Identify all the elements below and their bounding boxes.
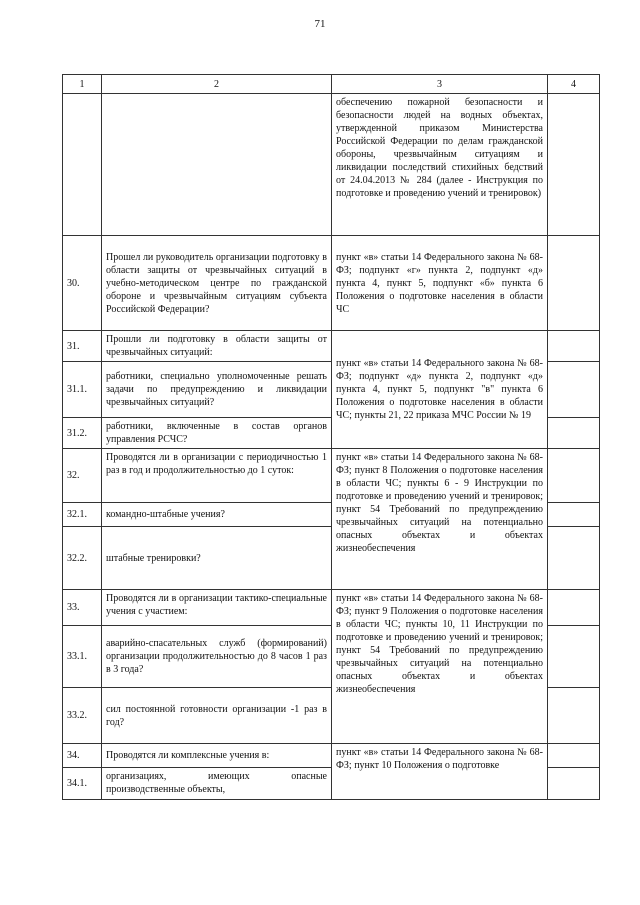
row-number: 32.	[63, 449, 102, 503]
row-number	[63, 94, 102, 236]
note-cell	[548, 449, 600, 503]
basis-cell: пункт «в» статьи 14 Федерального закона № 68-ФЗ; пункт 9 Положения о подготовке населения в области ЧС; пункты 10, 11 Инструкции по подготовке и проведению учений и тренировок; пункт 54 Требований по предупреждению чрезвычайных ситуаций на потенциально опасных объектах и объектах жизнеобеспечения	[332, 590, 548, 744]
note-cell	[548, 768, 600, 800]
header-col-4: 4	[548, 75, 600, 94]
note-cell	[548, 527, 600, 590]
table-row	[63, 236, 600, 331]
row-number: 32.1.	[63, 503, 102, 527]
row-number: 31.2.	[63, 418, 102, 449]
question-cell: командно-штабные учения?	[102, 503, 332, 527]
row-number: 33.	[63, 590, 102, 626]
question-cell: Прошли ли подготовку в области защиты от чрезвычайных ситуаций:	[102, 331, 332, 362]
row-number: 33.2.	[63, 688, 102, 744]
row-number: 33.1.	[63, 626, 102, 688]
question-cell: штабные тренировки?	[102, 527, 332, 590]
note-cell	[548, 331, 600, 362]
question-cell: аварийно-спасательных служб (формирований) организации продолжительностью до 8 часов 1 раз в 3 года?	[102, 626, 332, 688]
question-cell: Проводятся ли в организации тактико-специальные учения с участием:	[102, 590, 332, 626]
question-cell: Проводятся ли в организации с периодичностью 1 раз в год и продолжительностью до 1 суток:	[102, 449, 332, 503]
question-cell: работники, включенные в состав органов управления РСЧС?	[102, 418, 332, 449]
question-cell: сил постоянной готовности организации -1 раз в год?	[102, 688, 332, 744]
row-number: 30.	[63, 236, 102, 331]
question-cell: работники, специально уполномоченные решать задачи по предупреждению и ликвидации чрезвычайных ситуаций?	[102, 362, 332, 418]
row-number: 32.2.	[63, 527, 102, 590]
question-cell: Проводятся ли комплексные учения в:	[102, 744, 332, 768]
note-cell	[548, 590, 600, 626]
table-row	[63, 590, 600, 626]
note-cell	[548, 688, 600, 744]
basis-cell: пункт «в» статьи 14 Федерального закона № 68-ФЗ; подпункт «д» пункта 2, подпункт «д» пункта 4, пункт 5, подпункт "в" пункта 6 Положения о подготовке населения в области ЧС; пункты 21, 22 приказа МЧС России № 19	[332, 331, 548, 449]
question-cell	[102, 94, 332, 236]
note-cell	[548, 418, 600, 449]
note-cell	[548, 94, 600, 236]
note-cell	[548, 362, 600, 418]
note-cell	[548, 744, 600, 768]
table-header-row	[63, 75, 600, 94]
row-number: 34.1.	[63, 768, 102, 800]
table-row	[63, 449, 600, 503]
page-number: 71	[314, 18, 326, 30]
table-row	[63, 744, 600, 768]
table-row	[63, 331, 600, 362]
question-cell: организациях, имеющих опасные производственные объекты,	[102, 768, 332, 800]
basis-cell: пункт «в» статьи 14 Федерального закона № 68-ФЗ; пункт 10 Положения о подготовке	[332, 744, 548, 800]
note-cell	[548, 236, 600, 331]
row-number: 31.	[63, 331, 102, 362]
basis-cell: пункт «в» статьи 14 Федерального закона № 68-ФЗ; подпункт «г» пункта 2, подпункт «д» пункта 4, пункт 5, подпункт «б» пункта 6 Положения о подготовке населения в области ЧС	[332, 236, 548, 331]
note-cell	[548, 503, 600, 527]
basis-cell: обеспечению пожарной безопасности и безопасности людей на водных объектах, утвержденной приказом Министерства Российской Федерации по делам гражданской обороны, чрезвычайным ситуациям и ликвидации последствий стихийных бедствий от 24.04.2013 № 284 (далее - Инструкция по подготовке и проведению учений и тренировок)	[332, 94, 548, 236]
header-col-3: 3	[332, 75, 548, 94]
basis-cell: пункт «в» статьи 14 Федерального закона № 68-ФЗ; пункт 8 Положения о подготовке населения в области ЧС; пункты 6 - 9 Инструкции по подготовке и проведению учений и тренировок; пункт 54 Требований по предупреждению чрезвычайных ситуаций на потенциально опасных объектах и объектах жизнеобеспечения	[332, 449, 548, 590]
question-cell: Прошел ли руководитель организации подготовку в области защиты от чрезвычайных ситуаций в учебно-методическом центре по гражданской обороне и чрезвычайным ситуациям субъекта Российской Федерации?	[102, 236, 332, 331]
row-number: 34.	[63, 744, 102, 768]
note-cell	[548, 626, 600, 688]
checklist-table	[62, 74, 600, 800]
header-col-1: 1	[63, 75, 102, 94]
header-col-2: 2	[102, 75, 332, 94]
table-row	[63, 94, 600, 236]
row-number: 31.1.	[63, 362, 102, 418]
